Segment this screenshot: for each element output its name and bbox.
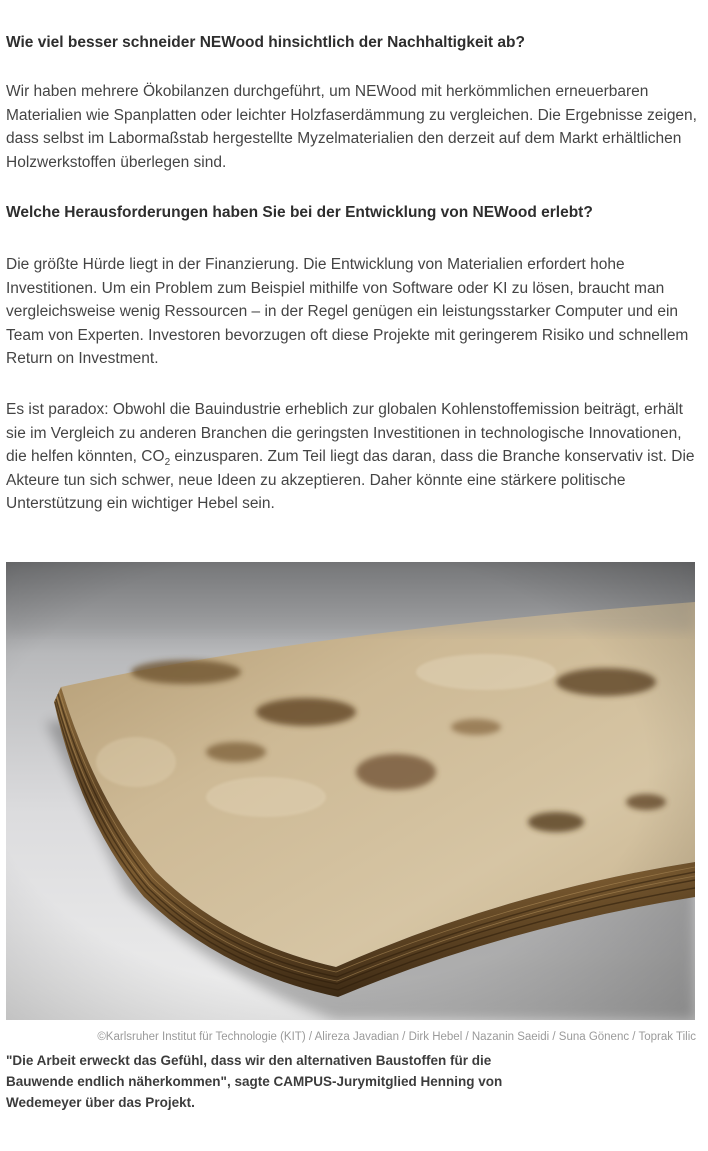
- co2-subscript: 2: [164, 457, 171, 469]
- answer-paradox: [6, 398, 701, 516]
- question-sustainability: Wie viel besser schneider NEWood hinsichtlich der Nachhaltigkeit ab?: [6, 34, 525, 51]
- photo-credit: ©Karlsruher Institut für Technologie (KIT) / Alireza Javadian / Dirk Hebel / Nazanin Saeidi / Suna Gönenc / Toprak Tilic: [97, 1031, 696, 1043]
- mycelium-panel-image: [6, 562, 695, 1020]
- paradox-text-start: Es ist paradox: Obwohl die Bauindustrie erheblich zur globalen Kohlenstoffemission beiträgt, erhält sie im Vergleich zu anderen Branchen die geringsten Investitionen in technologische Innovationen, die helfen könnten, CO: [6, 401, 683, 465]
- answer-sustainability: Wir haben mehrere Ökobilanzen durchgeführt, um NEWood mit herkömmlichen erneuerbaren Materialien wie Spanplatten oder leichter Holzfaserdämmung zu vergleichen. Die Ergebnisse zeigen, dass selbst im Labormaßstab hergestellte Myzelmaterialien den derzeit auf dem Markt erhältlichen Holzwerkstoffen überlegen sind.: [6, 83, 697, 171]
- newood-photo: [6, 562, 695, 1020]
- question-challenges: Welche Herausforderungen haben Sie bei der Entwicklung von NEWood erlebt?: [6, 204, 593, 221]
- paradox-text-end: einzusparen. Zum Teil liegt das daran, dass die Branche konservativ ist. Die Akteure tun sich schwer, neue Ideen zu akzeptieren. Daher könnte eine stärkere politische Unterstützung ein wichtiger Hebel sein.: [6, 448, 695, 512]
- photo-caption: "Die Arbeit erweckt das Gefühl, dass wir den alternativen Baustoffen für die Bauwende endlich näherkommen", sagte CAMPUS-Jurymitglied Henning von Wedemeyer über das Projekt.: [6, 1053, 503, 1110]
- answer-financing: Die größte Hürde liegt in der Finanzierung. Die Entwicklung von Materialien erfordert hohe Investitionen. Um ein Problem zum Beispiel mithilfe von Software oder KI zu lösen, braucht man vergleichsweise wenig Ressourcen – in der Regel genügen ein leistungsstarker Computer und ein Team von Experten. Investoren bevorzugen oft diese Projekte mit geringerem Risiko und schnellem Return on Investment.: [6, 256, 689, 367]
